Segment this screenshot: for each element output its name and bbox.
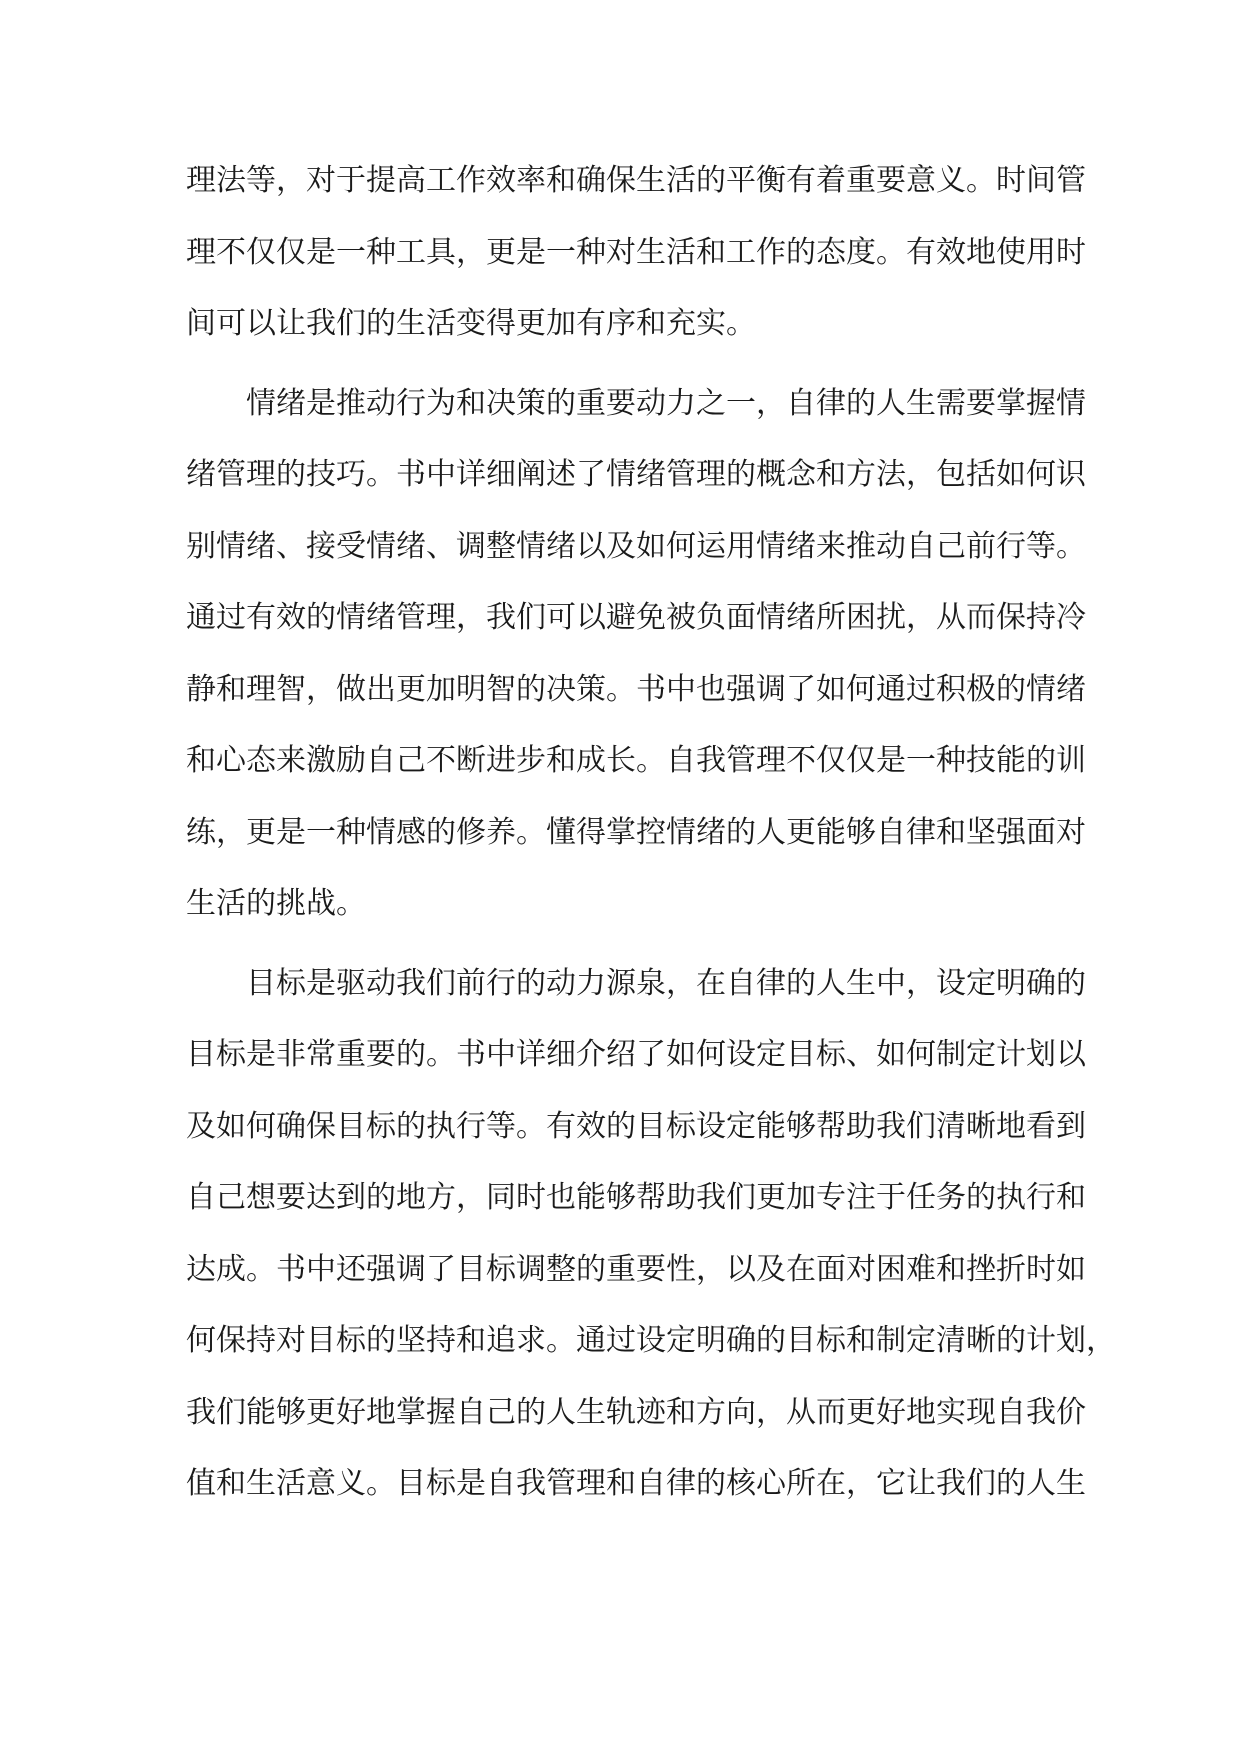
text-line: 理法等，对于提高工作效率和确保生活的平衡有着重要意义。时间管 bbox=[186, 163, 1086, 198]
text-line: 自己想要达到的地方，同时也能够帮助我们更加专注于任务的执行和 bbox=[186, 1180, 1086, 1215]
text-line: 理不仅仅是一种工具，更是一种对生活和工作的态度。有效地使用时 bbox=[186, 234, 1086, 270]
text-line: 生活的挑战。 bbox=[186, 886, 366, 921]
text-line: 值和生活意义。目标是自我管理和自律的核心所在，它让我们的人生 bbox=[186, 1466, 1086, 1501]
text-line: 和心态来激励自己不断进步和成长。自我管理不仅仅是一种技能的训 bbox=[186, 743, 1086, 778]
paragraph-emotion-management bbox=[186, 368, 1086, 940]
text-line: 达成。书中还强调了目标调整的重要性，以及在面对困难和挫折时如 bbox=[186, 1251, 1086, 1287]
text-line: 情绪是推动行为和决策的重要动力之一，自律的人生需要掌握情 bbox=[186, 385, 1086, 421]
paragraph-time-management bbox=[186, 145, 1086, 360]
text-line: 静和理智，做出更加明智的决策。书中也强调了如何通过积极的情绪 bbox=[186, 671, 1086, 707]
text-line: 通过有效的情绪管理，我们可以避免被负面情绪所困扰，从而保持冷 bbox=[186, 600, 1086, 635]
text-line: 练，更是一种情感的修养。懂得掌控情绪的人更能够自律和坚强面对 bbox=[186, 814, 1086, 850]
text-line: 及如何确保目标的执行等。有效的目标设定能够帮助我们清晰地看到 bbox=[186, 1108, 1086, 1144]
text-line: 间可以让我们的生活变得更加有序和充实。 bbox=[186, 306, 756, 341]
text-line: 目标是非常重要的。书中详细介绍了如何设定目标、如何制定计划以 bbox=[186, 1037, 1086, 1072]
paragraph-goal-setting bbox=[186, 948, 1116, 1520]
document-body bbox=[186, 145, 1116, 1520]
text-line: 我们能够更好地掌握自己的人生轨迹和方向，从而更好地实现自我价 bbox=[186, 1394, 1086, 1430]
text-line: 目标是驱动我们前行的动力源泉，在自律的人生中，设定明确的 bbox=[186, 965, 1086, 1001]
text-line: 别情绪、接受情绪、调整情绪以及如何运用情绪来推动自己前行等。 bbox=[186, 528, 1086, 564]
text-line: 绪管理的技巧。书中详细阐述了情绪管理的概念和方法，包括如何识 bbox=[186, 457, 1086, 492]
text-line: 何保持对目标的坚持和追求。通过设定明确的目标和制定清晰的计划， bbox=[186, 1323, 1116, 1358]
